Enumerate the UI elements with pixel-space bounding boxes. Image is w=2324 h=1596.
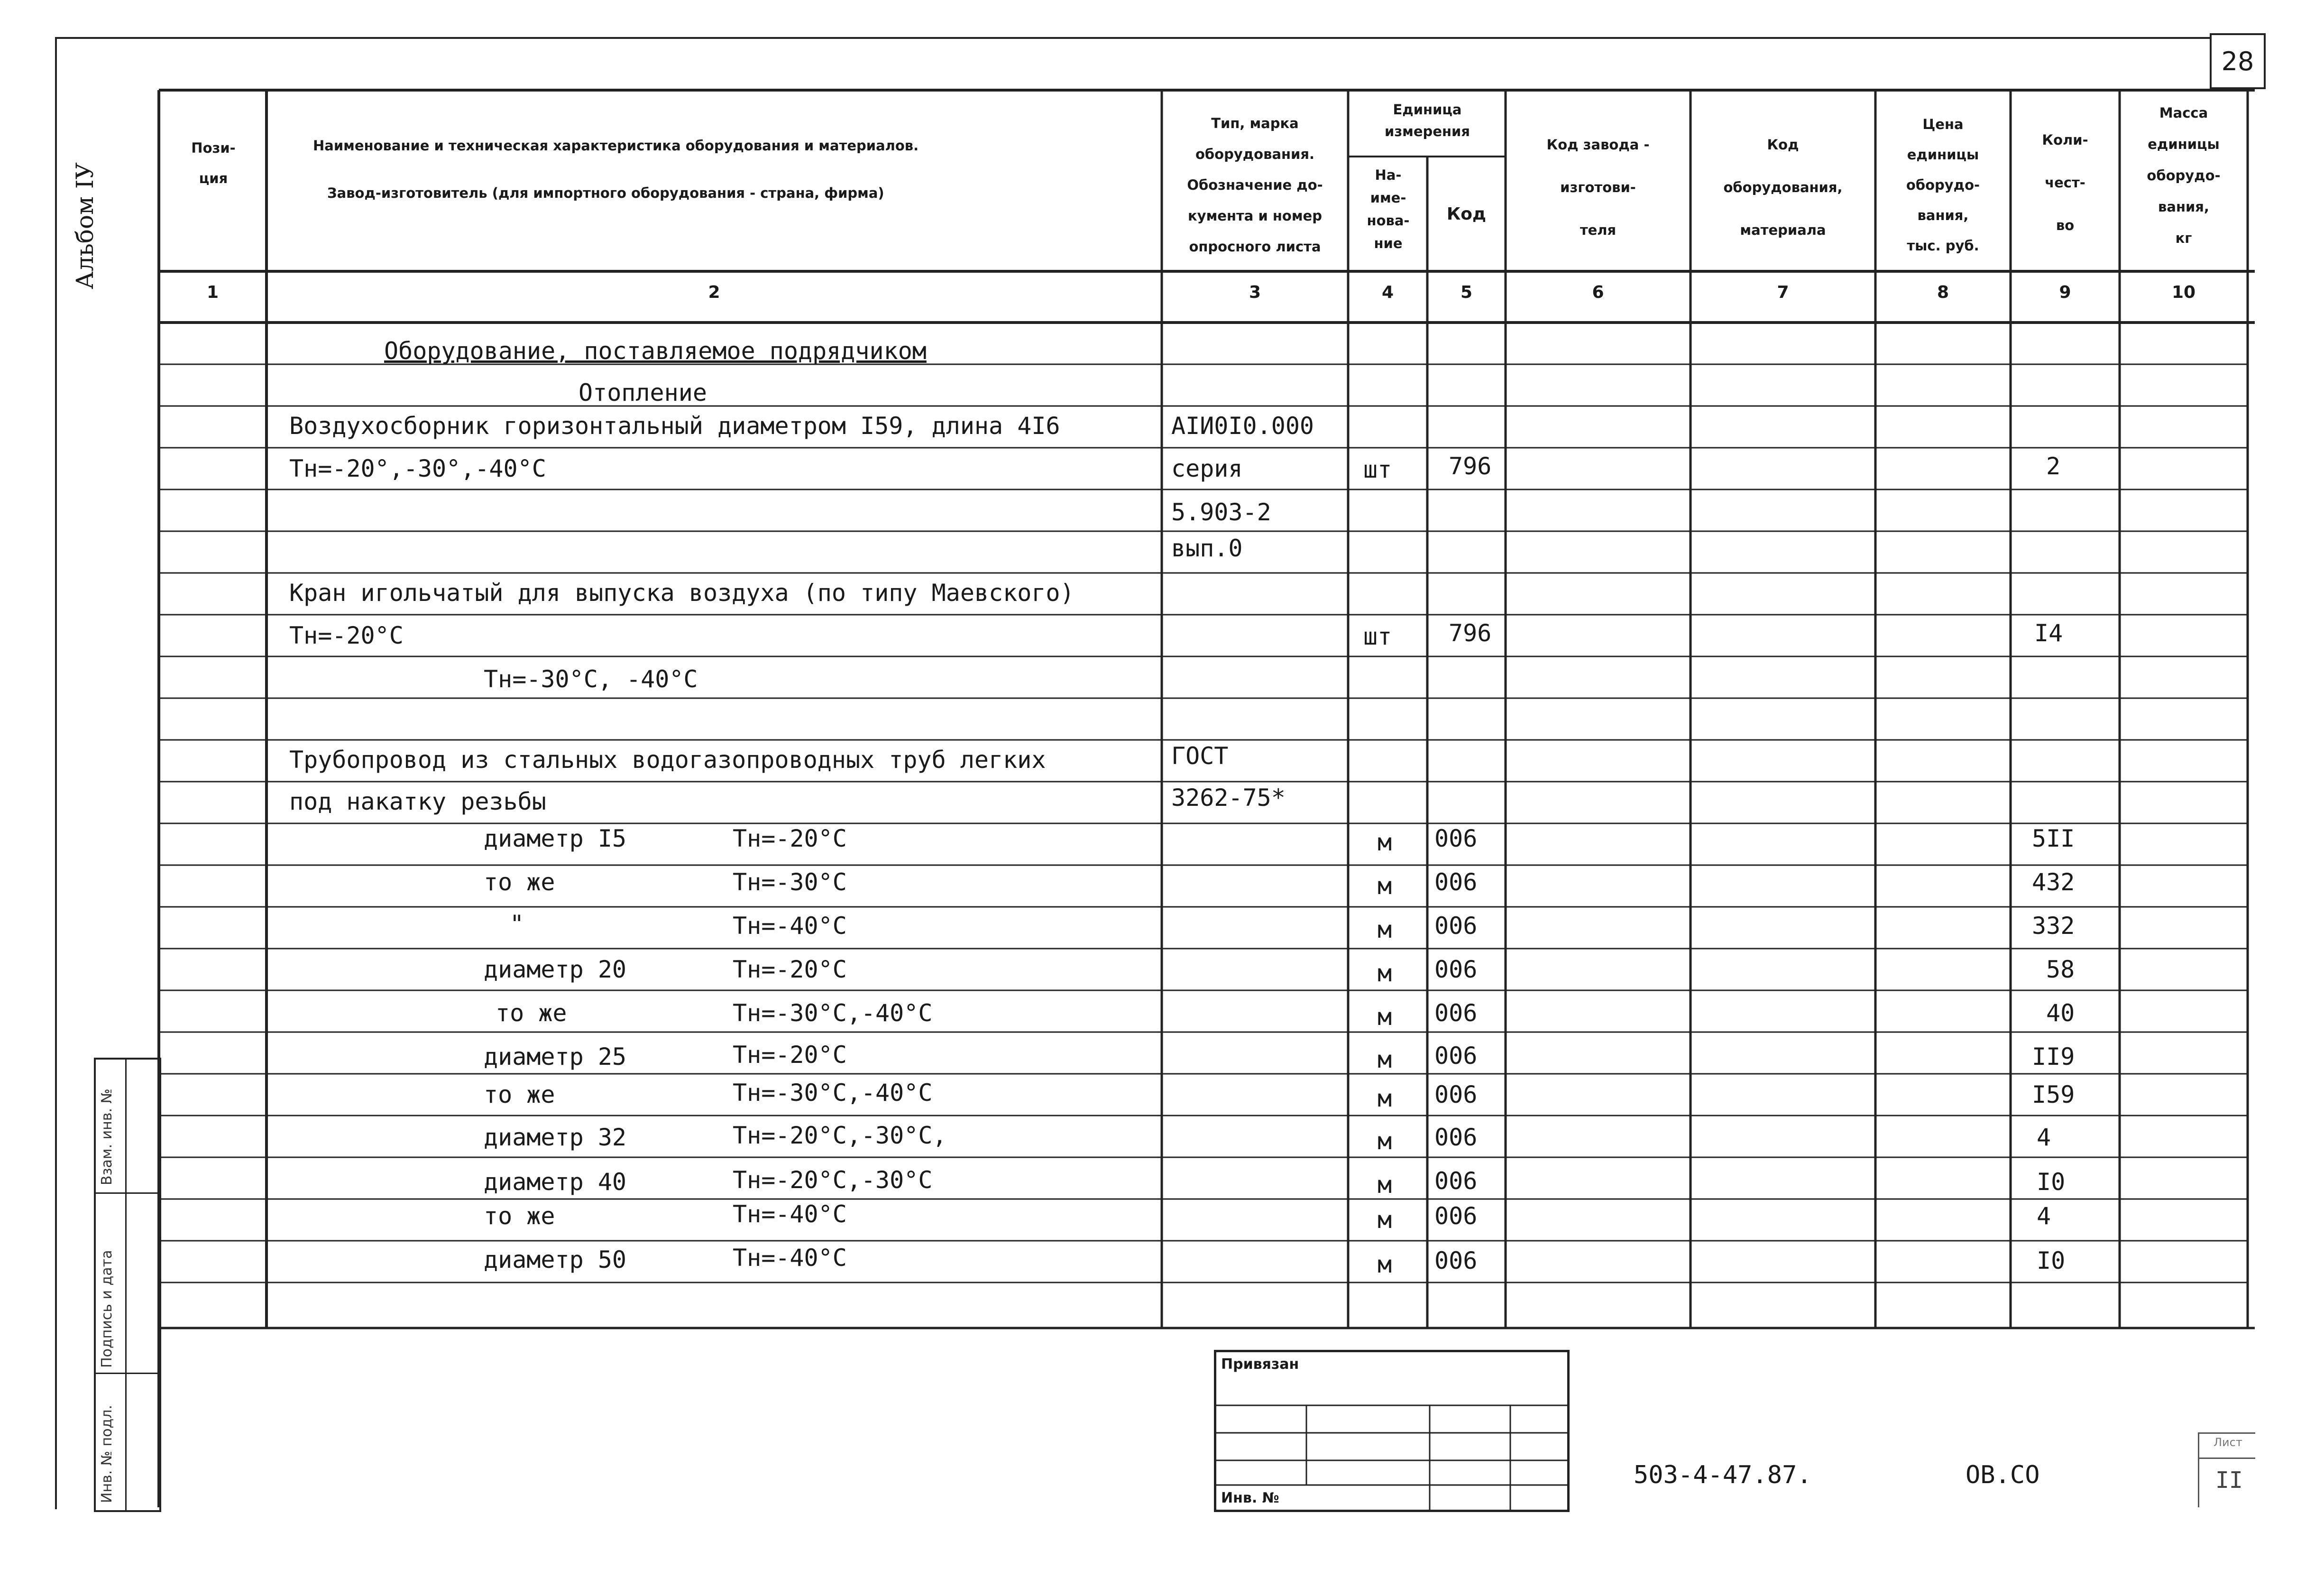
pipe-name: то же xyxy=(484,868,555,896)
pipe-code: 006 xyxy=(1434,868,1478,896)
pipe-temp: Тн=-40°С xyxy=(733,912,847,940)
pipe-name: диаметр 40 xyxy=(484,1168,627,1196)
pipe-quantity: I0 xyxy=(2037,1168,2066,1196)
pipe-name: то же xyxy=(484,1081,555,1108)
header-text: чест- xyxy=(2045,175,2085,191)
pipe-unit: м xyxy=(1378,1206,1392,1234)
header-text: теля xyxy=(1580,222,1617,238)
header-unit-mass xyxy=(2122,97,2245,254)
item-name: Воздухосборник горизонтальный диаметром I59, длина 4I6 xyxy=(289,412,1060,440)
header-text: име- xyxy=(1370,190,1406,206)
sheet-label: Лист xyxy=(2214,1436,2242,1449)
header-text: материала xyxy=(1740,222,1826,238)
pipe-code: 006 xyxy=(1434,1124,1478,1151)
header-position xyxy=(164,133,263,194)
stamp-signature-date: Подпись и дата xyxy=(99,1250,115,1368)
pipe-temp: Тн=-20°С,-30°С, xyxy=(733,1122,947,1149)
stamp-replaces-inv: Взам. инв. № xyxy=(99,1089,115,1185)
pipe-unit: м xyxy=(1378,1127,1392,1155)
item-doc: АIИ0I0.000 xyxy=(1171,412,1314,440)
header-type-mark xyxy=(1164,108,1346,262)
header-text: оборудо- xyxy=(2147,167,2221,184)
pipe-code: 006 xyxy=(1434,1081,1478,1108)
pipe-quantity: 432 xyxy=(2032,868,2075,896)
sheet-box xyxy=(2198,1432,2255,1507)
pipe-name: диаметр 50 xyxy=(484,1246,627,1273)
header-text: Тип, марка xyxy=(1211,115,1299,131)
pipe-temp: Тн=-30°С,-40°С xyxy=(733,999,933,1027)
header-text: кумента и номер xyxy=(1188,208,1322,224)
section-title: Оборудование, поставляемое подрядчиком xyxy=(384,337,927,365)
header-unit-name xyxy=(1351,164,1425,255)
item-quantity: 2 xyxy=(2046,452,2061,480)
privyazan-label: Привязан xyxy=(1221,1356,1299,1373)
header-text: Код xyxy=(1767,137,1799,153)
pipe-name: диаметр 25 xyxy=(484,1043,627,1070)
header-text: ние xyxy=(1374,235,1403,251)
pipe-name: то же xyxy=(484,1202,555,1230)
pipe-temp: Тн=-20°С xyxy=(733,956,847,983)
pipe-code: 006 xyxy=(1434,825,1478,852)
header-text: кг xyxy=(2175,230,2192,246)
item-name: Трубопровод из стальных водогазопроводных труб легких xyxy=(289,746,1046,774)
column-number: 6 xyxy=(1592,283,1604,302)
header-text: вания, xyxy=(1917,207,1969,223)
item-unit-code: 796 xyxy=(1449,619,1492,647)
item-doc: вып.0 xyxy=(1171,535,1243,562)
column-number: 7 xyxy=(1777,283,1789,302)
pipe-code: 006 xyxy=(1434,912,1478,940)
header-unit xyxy=(1351,99,1503,142)
item-unit: шт xyxy=(1363,623,1392,650)
pipe-quantity: II9 xyxy=(2032,1043,2075,1070)
header-text: Цена xyxy=(1922,116,1964,132)
header-text: Единица xyxy=(1393,101,1462,118)
stamp-inv-podl: Инв. № подл. xyxy=(99,1405,115,1503)
header-text: вания, xyxy=(2158,199,2209,215)
column-number: 5 xyxy=(1460,283,1473,302)
pipe-code: 006 xyxy=(1434,1202,1478,1230)
pipe-temp: Тн=-20°С,-30°С xyxy=(733,1166,933,1194)
document-code: 503-4-47.87. xyxy=(1634,1461,1812,1489)
pipe-name: " xyxy=(510,910,524,938)
header-text: Обозначение до- xyxy=(1187,177,1323,193)
pipe-name: диаметр 20 xyxy=(484,956,627,983)
column-number: 10 xyxy=(2171,283,2196,302)
header-text: Коли- xyxy=(2042,132,2088,148)
sheet-value: II xyxy=(2215,1467,2243,1494)
pipe-quantity: 4 xyxy=(2037,1124,2051,1151)
item-doc: 5.903-2 xyxy=(1171,498,1271,526)
column-number: 4 xyxy=(1381,283,1394,302)
item-name: под накатку резьбы xyxy=(289,788,546,815)
header-unit-price xyxy=(1878,109,2008,261)
column-number: 2 xyxy=(708,283,720,302)
sheet-box-divider xyxy=(2199,1458,2255,1459)
header-equipment-code xyxy=(1693,123,1873,251)
header-text: Код завода - xyxy=(1546,137,1650,153)
header-text: ция xyxy=(199,170,228,186)
header-text: Пози- xyxy=(191,140,236,156)
header-text: единицы xyxy=(1907,147,1979,163)
pipe-unit: м xyxy=(1378,872,1392,900)
pipe-temp: Тн=-20°С xyxy=(733,1041,847,1069)
pipe-unit: м xyxy=(1378,959,1392,987)
pipe-quantity: 332 xyxy=(2032,912,2075,940)
pipe-code: 006 xyxy=(1434,1247,1478,1274)
pipe-temp: Тн=-30°С xyxy=(733,868,847,896)
pipe-name: диаметр I5 xyxy=(484,825,627,852)
item-name: Тн=-20°С xyxy=(289,622,404,649)
pipe-temp: Тн=-40°С xyxy=(733,1244,847,1272)
item-unit: шт xyxy=(1363,456,1392,483)
header-name-line1: Наименование и техническая характеристика оборудования и материалов. xyxy=(313,138,919,154)
header-text: Масса xyxy=(2159,105,2208,121)
inv-number-label: Инв. № xyxy=(1221,1490,1279,1506)
document-mark: ОВ.СО xyxy=(1966,1461,2040,1489)
header-text: изготови- xyxy=(1560,179,1636,195)
pipe-quantity: 5II xyxy=(2032,825,2075,852)
item-name: Кран игольчатый для выпуска воздуха (по типу Маевского) xyxy=(289,579,1075,607)
header-unit-code: Код xyxy=(1446,204,1487,224)
header-text: во xyxy=(2056,217,2075,233)
header-text: тыс. руб. xyxy=(1907,238,1979,254)
pipe-name: то же xyxy=(496,999,567,1027)
title-block-grid xyxy=(1216,1352,1567,1510)
pipe-name: диаметр 32 xyxy=(484,1124,627,1151)
pipe-code: 006 xyxy=(1434,1042,1478,1070)
header-text: оборудования. xyxy=(1195,146,1315,162)
column-number: 1 xyxy=(206,283,219,302)
pipe-unit: м xyxy=(1378,1171,1392,1199)
header-text: опросного листа xyxy=(1189,239,1321,255)
subsection-title: Отопление xyxy=(579,379,707,406)
pipe-temp: Тн=-20°С xyxy=(733,825,847,852)
title-block xyxy=(1214,1350,1570,1512)
item-doc: 3262-75* xyxy=(1171,784,1286,812)
item-name: Тн=-30°С, -40°С xyxy=(484,665,698,693)
column-number: 9 xyxy=(2059,283,2071,302)
header-text: оборудо- xyxy=(1906,177,1980,193)
pipe-unit: м xyxy=(1378,829,1392,856)
pipe-unit: м xyxy=(1378,916,1392,943)
header-text: нова- xyxy=(1367,212,1410,229)
pipe-temp: Тн=-40°С xyxy=(733,1200,847,1228)
item-name: Тн=-20°,-30°,-40°С xyxy=(289,455,546,482)
pipe-quantity: I0 xyxy=(2037,1247,2066,1274)
item-unit-code: 796 xyxy=(1449,452,1492,480)
column-number: 3 xyxy=(1249,283,1261,302)
pipe-code: 006 xyxy=(1434,999,1478,1027)
pipe-code: 006 xyxy=(1434,956,1478,983)
header-quantity xyxy=(2013,119,2117,247)
pipe-unit: м xyxy=(1378,1251,1392,1278)
item-doc: ГОСТ xyxy=(1171,742,1229,770)
album-label: Альбом IУ xyxy=(71,162,99,289)
item-doc: серия xyxy=(1171,455,1243,482)
pipe-code: 006 xyxy=(1434,1167,1478,1195)
pipe-quantity: I59 xyxy=(2032,1081,2075,1108)
header-text: оборудования, xyxy=(1723,179,1843,195)
sheet-number: 28 xyxy=(2210,33,2266,89)
item-quantity: I4 xyxy=(2034,619,2063,647)
pipe-unit: м xyxy=(1378,1085,1392,1112)
header-text: единицы xyxy=(2148,136,2220,152)
pipe-quantity: 40 xyxy=(2046,999,2075,1027)
pipe-quantity: 4 xyxy=(2037,1202,2051,1230)
pipe-quantity: 58 xyxy=(2046,956,2075,983)
header-text: измерения xyxy=(1385,123,1470,139)
header-text: На- xyxy=(1375,167,1402,183)
column-number: 8 xyxy=(1937,283,1949,302)
pipe-temp: Тн=-30°С,-40°С xyxy=(733,1079,933,1107)
header-factory-code xyxy=(1508,123,1688,251)
pipe-unit: м xyxy=(1378,1003,1392,1031)
header-name-line2: Завод-изготовитель (для импортного оборудования - страна, фирма) xyxy=(327,185,884,201)
pipe-unit: м xyxy=(1378,1046,1392,1073)
